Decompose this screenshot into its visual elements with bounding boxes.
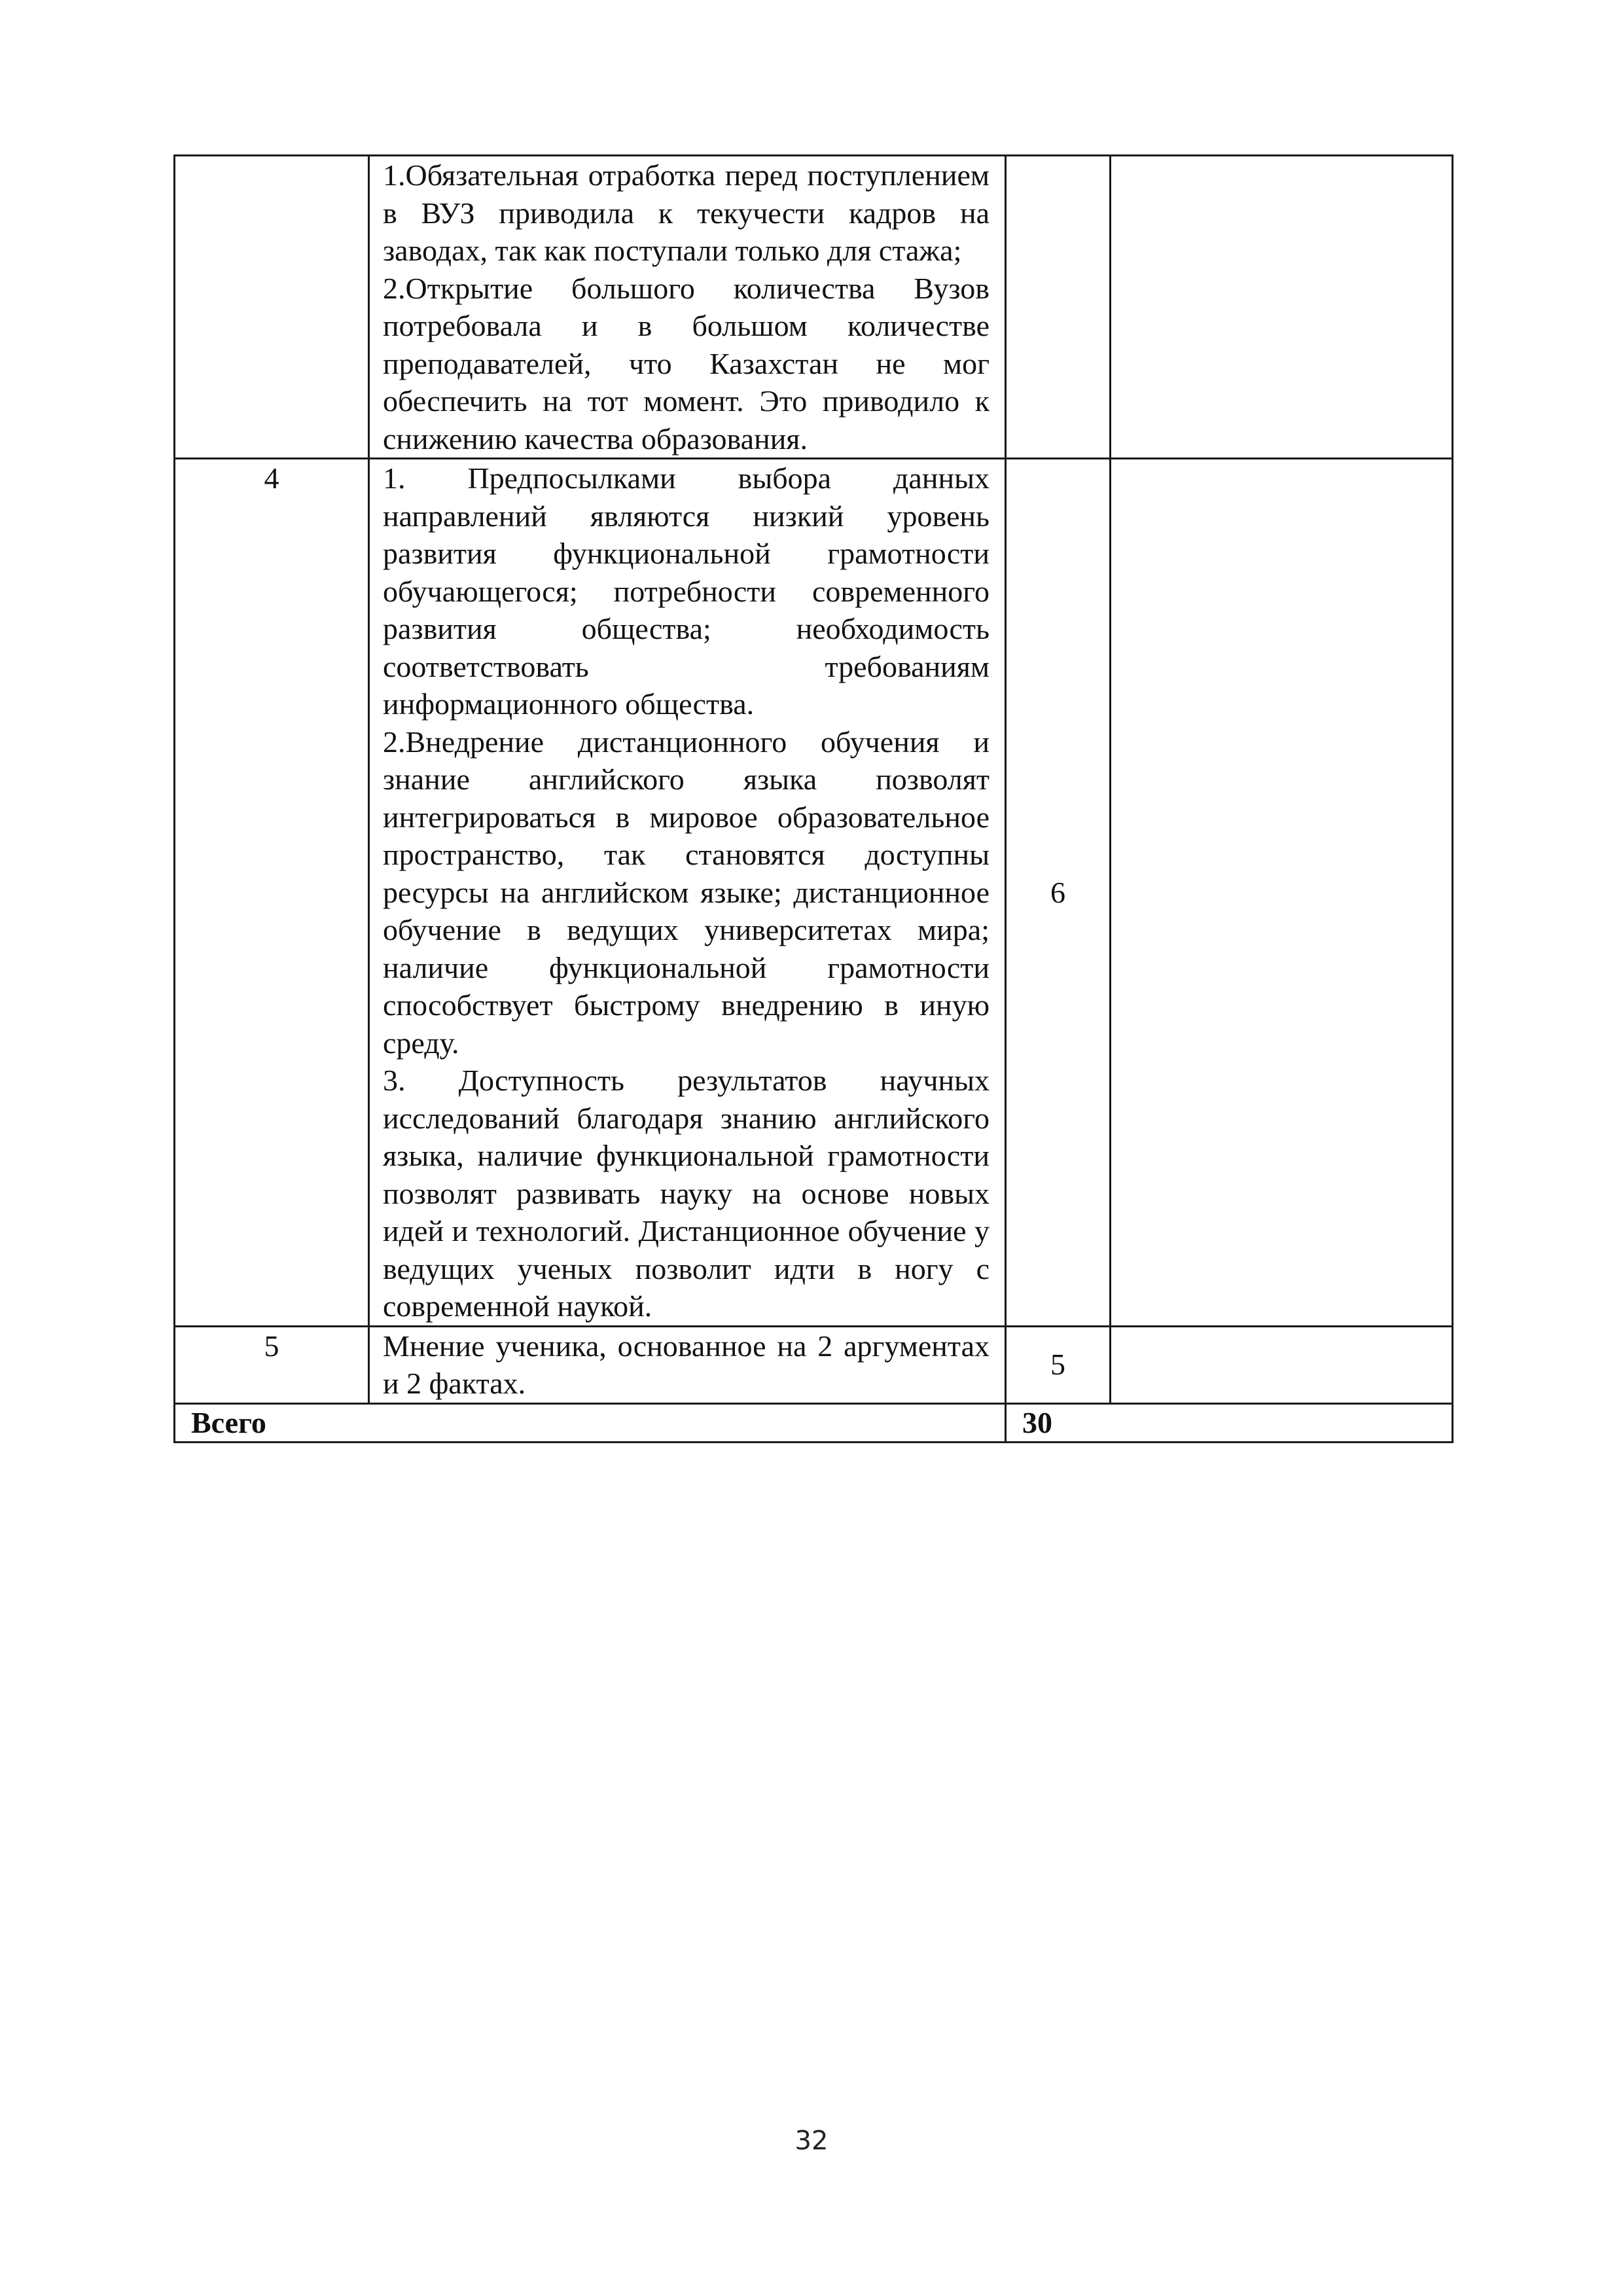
row-number-cell: 5 — [175, 1326, 369, 1403]
total-row — [175, 1403, 1453, 1442]
table-row — [175, 156, 1453, 459]
score-cell: 6 — [1006, 459, 1111, 1327]
row-number-cell: 4 — [175, 459, 369, 1327]
score-cell — [1006, 156, 1111, 459]
table-row — [175, 1326, 1453, 1403]
note-cell — [1111, 1326, 1453, 1403]
answer-paragraph: 3. Доступность результатов научных исследований благодаря знанию английского языка, наличие функциональной грамотности позволят развивать науку на основе новых идей и технологий. Дистанционное обучение у ведущих ученых позволит идти в ногу с современной наукой. — [383, 1064, 990, 1323]
answer-text-cell — [369, 459, 1006, 1327]
total-label: Всего — [175, 1403, 1006, 1442]
page-number: 32 — [794, 2126, 829, 2156]
answer-table — [173, 154, 1454, 1443]
answer-text-cell — [369, 1326, 1006, 1403]
table-row — [175, 459, 1453, 1327]
score-cell: 5 — [1006, 1326, 1111, 1403]
total-value: 30 — [1006, 1403, 1453, 1442]
answer-paragraph: 1.Обязательная отработка перед поступлением в ВУЗ приводила к текучести кадров на заводах, так как поступали только для стажа; — [383, 158, 990, 267]
row-number-cell — [175, 156, 369, 459]
answer-text-cell — [369, 156, 1006, 459]
note-cell — [1111, 459, 1453, 1327]
answer-paragraph: 2.Внедрение дистанционного обучения и знание английского языка позволят интегрироваться в мировое образовательное пространство, так становятся доступны ресурсы на английском языке; дистанционное обучение в ведущих университетах мира; наличие функциональной грамотности способствует быстрому внедрению в иную среду. — [383, 725, 990, 1060]
answer-paragraph: Мнение ученика, основанное на 2 аргументах и 2 фактах. — [383, 1329, 990, 1400]
answer-paragraph: 1. Предпосылками выбора данных направлений являются низкий уровень развития функциональной грамотности обучающегося; потребности современного развития общества; необходимость соответствовать требованиям информационного общества. — [383, 461, 990, 721]
answer-paragraph: 2.Открытие большого количества Вузов потребовала и в большом количестве преподавателей, что Казахстан не мог обеспечить на тот момент. Это приводило к снижению качества образования. — [383, 271, 990, 456]
note-cell — [1111, 156, 1453, 459]
